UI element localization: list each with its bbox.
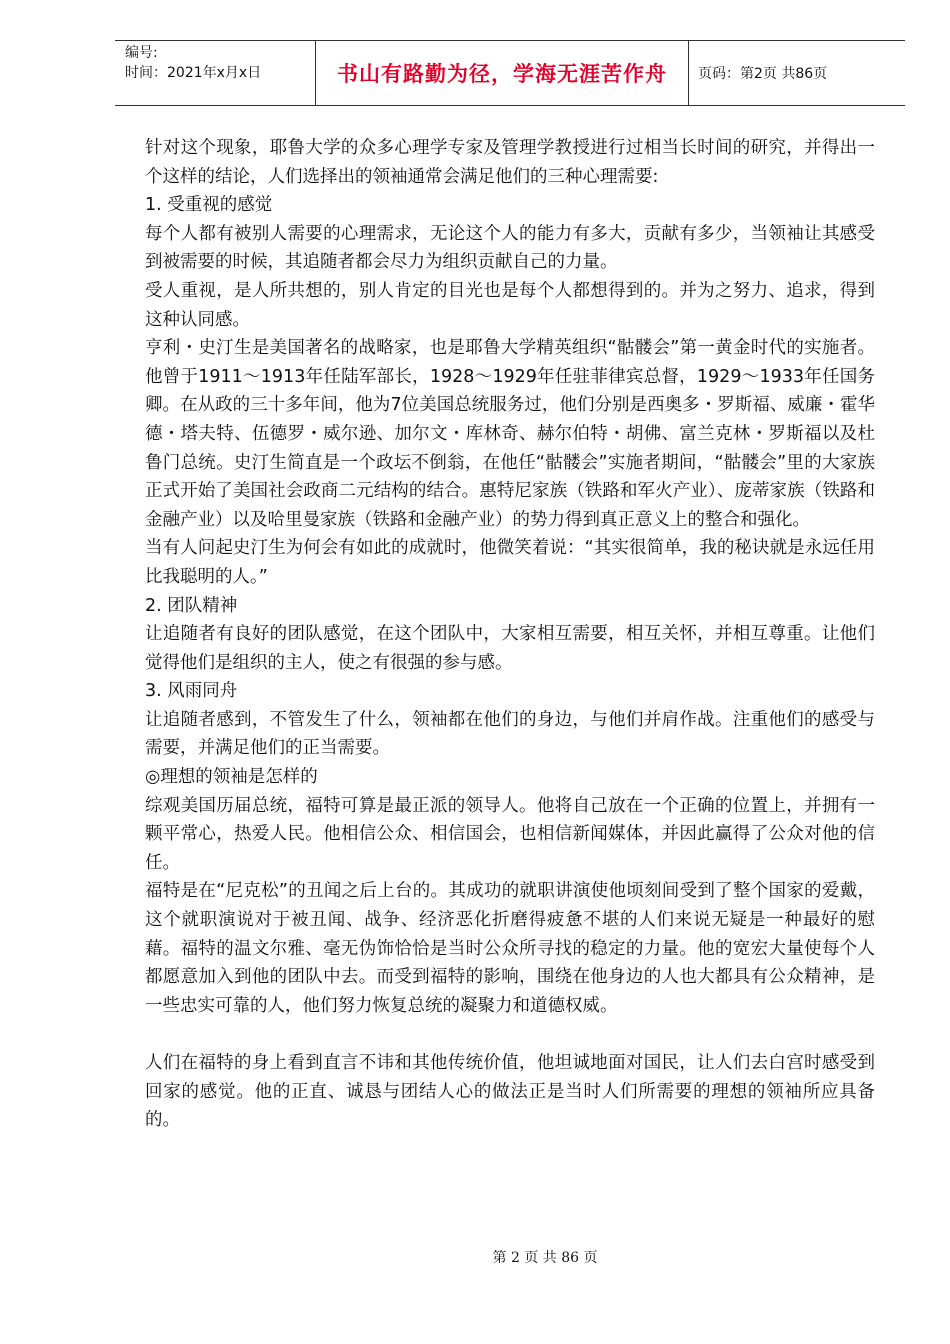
paragraph: 受人重视，是人所共想的，别人肯定的目光也是每个人都想得到的。并为之努力、追求，得到这种认同感。 bbox=[145, 280, 875, 330]
section-heading: 3. 风雨同舟 bbox=[145, 681, 238, 702]
paragraph-spacer bbox=[145, 1020, 875, 1049]
paragraph: 针对这个现象，耶鲁大学的众多心理学专家及管理学教授进行过相当长时间的研究，并得出一个这样的结论，人们选择出的领袖通常会满足他们的三种心理需要: bbox=[145, 138, 875, 187]
paragraph: 当有人问起史汀生为何会有如此的成就时，他微笑着说：“其实很简单，我的秘诀就是永远任用比我聪明的人。” bbox=[145, 538, 875, 587]
page-header bbox=[115, 40, 905, 106]
section-heading: 2. 团队精神 bbox=[145, 595, 238, 616]
paragraph: 福特是在“尼克松”的丑闻之后上台的。其成功的就职讲演使他顷刻间受到了整个国家的爱戴，这个就职演说对于被丑闻、战争、经济恶化折磨得疲惫不堪的人们来说无疑是一种最好的慰藉。福特的温文尔雅、毫无伪饰恰恰是当时公众所寻找的稳定的力量。他的宽宏大量使每个人都愿意加入到他的团队中去。而受到福特的影响，围绕在他身边的人也大都具有公众精神，是一些忠实可靠的人，他们努力恢复总统的凝聚力和道德权威。 bbox=[145, 881, 875, 1016]
paragraph: 让追随者有良好的团队感觉，在这个团队中，大家相互需要，相互关怀，并相互尊重。让他们觉得他们是组织的主人，使之有很强的参与感。 bbox=[145, 624, 875, 673]
document-number-label: 编号: bbox=[125, 45, 158, 61]
document-body bbox=[145, 134, 875, 1135]
section-heading: ◎理想的领袖是怎样的 bbox=[145, 767, 318, 788]
paragraph: 每个人都有被别人需要的心理需求，无论这个人的能力有多大，贡献有多少，当领袖让其感受到被需要的时候，其追随者都会尽力为组织贡献自己的力量。 bbox=[145, 223, 875, 273]
paragraph: 亨利・史汀生是美国著名的战略家，也是耶鲁大学精英组织“骷髅会”第一黄金时代的实施者。他曾于1911～1913年任陆军部长，1928～1929年任驻菲律宾总督，1929～1933年任国务卿。在从政的三十多年间，他为7位美国总统服务过，他们分别是西奥多・罗斯福、威廉・霍华德・塔夫特、伍德罗・威尔逊、加尔文・库林奇、赫尔伯特・胡佛、富兰克林・罗斯福以及杜鲁门总统。史汀生简直是一个政坛不倒翁，在他任“骷髅会”实施者期间，“骷髅会”里的大家族正式开始了美国社会政商二元结构的结合。惠特尼家族（铁路和军火产业）、庞蒂家族（铁路和金融产业）以及哈里曼家族（铁路和金融产业）的势力得到真正意义上的整合和强化。 bbox=[145, 338, 875, 530]
paragraph: 让追随者感到，不管发生了什么，领袖都在他们的身边，与他们并肩作战。注重他们的感受与需要，并满足他们的正当需要。 bbox=[145, 709, 875, 759]
section-heading: 1. 受重视的感觉 bbox=[145, 195, 273, 216]
page-footer: 第 2 页 共 86 页 bbox=[492, 1250, 598, 1266]
paragraph: 人们在福特的身上看到直言不讳和其他传统价值，他坦诚地面对国民，让人们去白宫时感受到回家的感觉。他的正直、诚恳与团结人心的做法正是当时人们所需要的理想的领袖所应具备的。 bbox=[145, 1053, 875, 1131]
header-page-number: 页码：第2页 共86页 bbox=[698, 66, 828, 82]
header-meta-cell bbox=[115, 41, 316, 105]
document-time-label: 时间：2021年x月x日 bbox=[125, 65, 262, 81]
paragraph: 综观美国历届总统，福特可算是最正派的领导人。他将自己放在一个正确的位置上，并拥有一颗平常心，热爱人民。他相信公众、相信国会，也相信新闻媒体，并因此赢得了公众对他的信任。 bbox=[145, 795, 875, 873]
header-motto: 书山有路勤为径，学海无涯苦作舟 bbox=[316, 41, 689, 105]
